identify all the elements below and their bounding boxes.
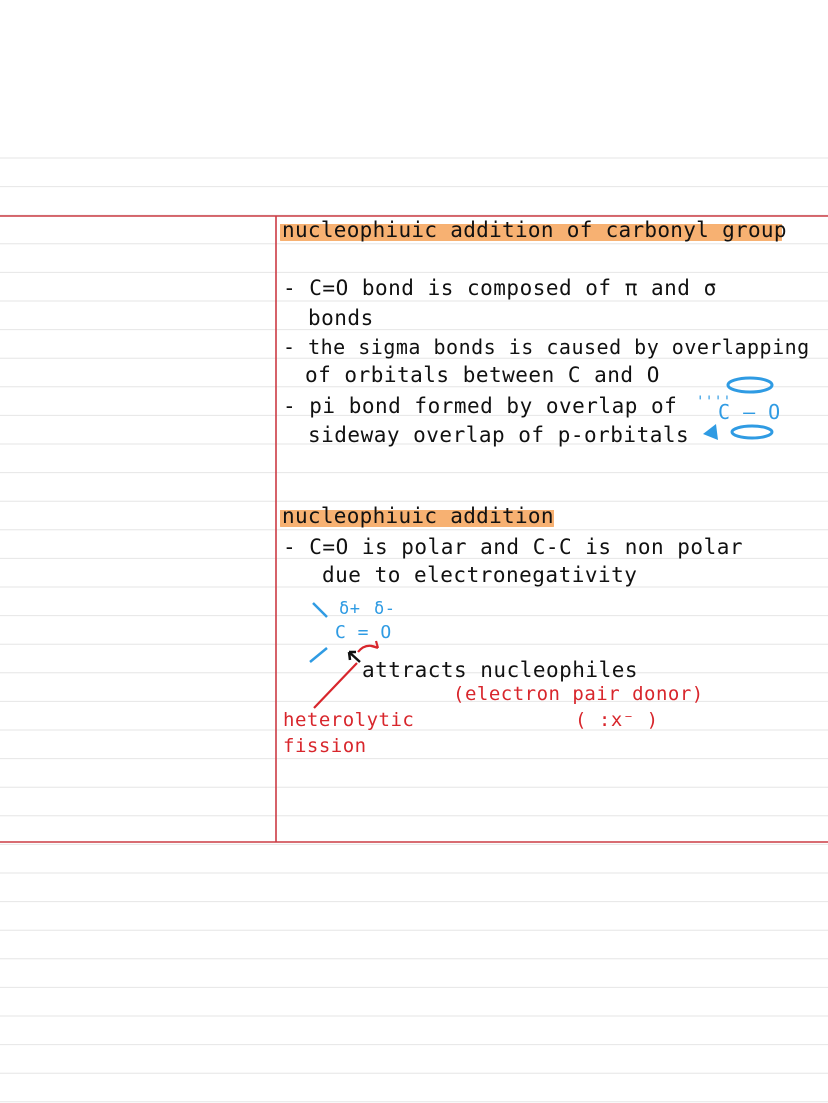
pi-bond-diagram-label: C — O (718, 400, 781, 424)
nucleophile-symbol: ( :x⁻ ) (575, 709, 659, 731)
bullet1-line2: bonds (308, 306, 374, 330)
electron-pair-donor: (electron pair donor) (453, 683, 704, 705)
bullet3-line2: sideway overlap of p-orbitals (308, 423, 690, 447)
section1-heading: nucleophiuic addition of carbonyl group (282, 218, 787, 242)
electronegativity-line: due to electronegativity (322, 563, 638, 587)
pi-bond-diagram-ticks: '''' (696, 394, 732, 410)
section2-heading: nucleophiuic addition (282, 504, 554, 528)
bullet2-line1: - the sigma bonds is caused by overlapping (283, 335, 810, 359)
attracts-nucleophiles: attracts nucleophiles (362, 658, 639, 682)
bullet3-line1: - pi bond formed by overlap of (283, 394, 678, 418)
fission-label: fission (283, 735, 367, 757)
bullet1-line1: - C=O bond is composed of π and σ (283, 276, 717, 300)
heterolytic-label: heterolytic (283, 709, 415, 731)
carbonyl-label: C = O (335, 622, 392, 643)
delta-minus-label: δ- (374, 599, 396, 619)
delta-plus-label: δ+ (339, 599, 361, 619)
polar-line: - C=O is polar and C-C is non polar (283, 535, 744, 559)
bullet2-line2: of orbitals between C and O (305, 363, 660, 387)
